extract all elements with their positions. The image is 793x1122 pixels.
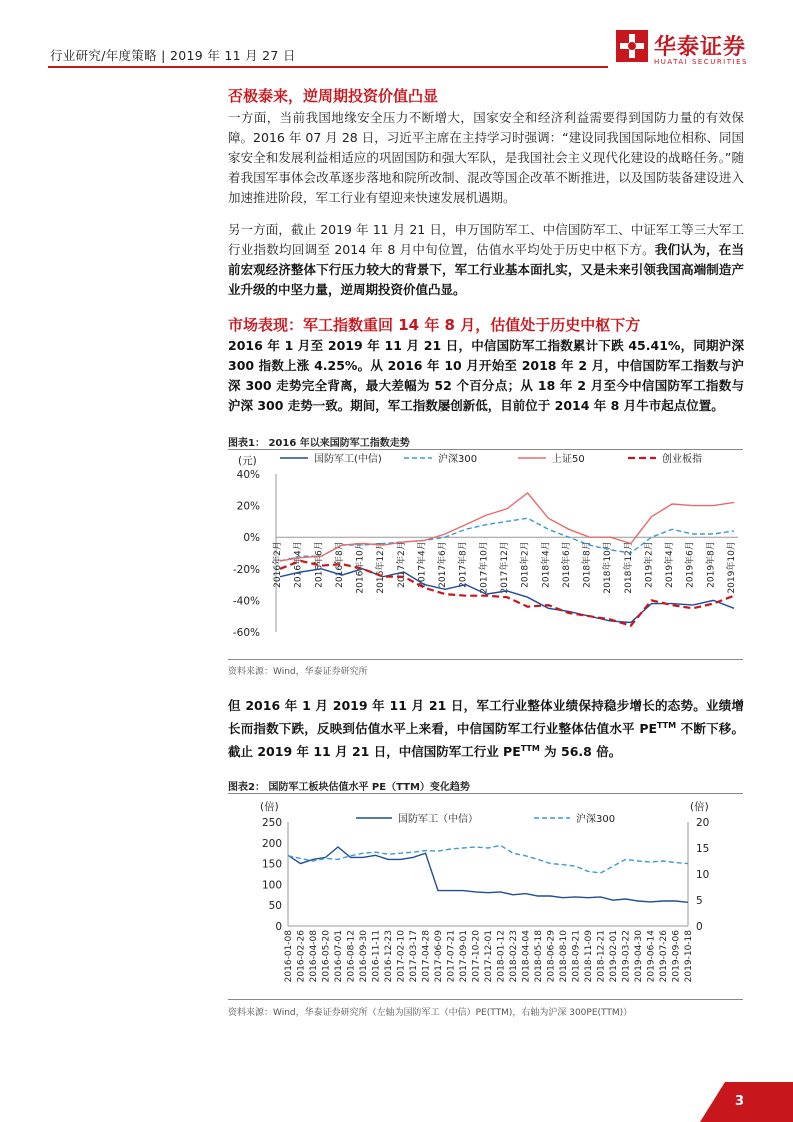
chart2-x-tick: 2017-03-17 [409, 930, 419, 983]
chart1-legend-label: 沪深300 [438, 454, 478, 465]
footer-page-badge [700, 1082, 793, 1122]
section-title-1: 否极泰来，逆周期投资价值凸显 [228, 87, 439, 105]
chart2-x-tick: 2017-10-20 [471, 930, 482, 983]
chart2-series-line [288, 845, 688, 873]
figure1-source: 资料来源：Wind，华泰证券研究所 [228, 667, 368, 677]
chart1-legend-label: 创业板指 [662, 454, 702, 465]
paragraph-valuation-view [228, 220, 744, 300]
chart1-x-tick: 2019年8月 [706, 541, 717, 588]
chart1-x-tick: 2018年12月 [623, 541, 634, 594]
chart2-x-tick: 2019-02-01 [609, 930, 619, 983]
chart2-x-tick: 2016-05-20 [321, 930, 332, 983]
chart1-x-tick: 2018年2月 [520, 541, 531, 588]
pe-text-part2: 不断下移。截止 2019 年 11 月 21 日，中信国防军工行业 PE [228, 721, 744, 760]
chart2-left-tick: 250 [261, 817, 282, 829]
figure1-title: 图表1： 2016 年以来国防军工指数走势 [228, 438, 410, 449]
chart1-x-tick: 2017年10月 [479, 541, 490, 594]
chart1-x-tick: 2019年2月 [644, 541, 655, 588]
pe-text-part1: 但 2016 年 1 月 2019 年 11 月 21 日，军工行业整体业绩保持稳步增长的态势。业绩增长而指数下跌，反映到估值水平上来看，中信国防军工行业整体估值水平 PE [228, 698, 744, 737]
figure2-chart [228, 796, 743, 996]
page-number: 3 [735, 1094, 745, 1109]
chart1-legend-label: 上证50 [552, 454, 585, 465]
chart2-x-tick: 2017-04-28 [421, 930, 432, 983]
chart1-x-tick: 2016年12月 [376, 541, 387, 594]
chart2-x-tick: 2016-02-26 [296, 930, 307, 983]
pe-sup-2: TTM [520, 744, 540, 754]
chart2-legend-label: 沪深300 [576, 814, 616, 825]
chart2-x-tick: 2019-06-14 [646, 930, 657, 983]
logo-chinese-name: 华泰证券 [654, 35, 747, 60]
section-title-2: 市场表现：军工指数重回 14 年 8 月，估值处于历史中枢下方 [228, 316, 641, 334]
chart1-x-tick: 2017年12月 [500, 541, 510, 594]
chart2-x-tick: 2019-04-30 [634, 930, 644, 983]
figure2-source: 资料来源：Wind，华泰证券研究所（左轴为国防军工（中信）PE(TTM)，右轴为沪深 300PE(TTM)） [228, 1008, 633, 1018]
figure2-title: 图表2： 国防军工板块估值水平 PE（TTM）变化趋势 [228, 782, 470, 793]
chart2-x-tick: 2019-07-26 [659, 930, 669, 983]
pe-text-part3: 为 56.8 倍。 [539, 744, 622, 760]
chart2-x-tick: 2018-04-04 [521, 930, 532, 983]
chart2-x-tick: 2016-08-12 [346, 930, 357, 983]
chart2-legend-label: 国防军工（中信） [398, 814, 478, 825]
chart1-x-tick: 2018年4月 [541, 541, 552, 588]
chart1-y-tick: -20% [232, 563, 260, 576]
chart1-y-tick: 40% [236, 469, 260, 481]
paragraph-bold-conclusion: 我们认为，在当前宏观经济整体下行压力较大的背景下，军工行业基本面扎实，又是未来引领我国高端制造产业升级的中坚力量，逆周期投资价值凸显。 [228, 242, 744, 297]
chart2-right-tick: 5 [696, 895, 703, 907]
chart2-x-tick: 2019-10-18 [684, 930, 694, 983]
chart2-series-line [288, 847, 688, 902]
chart1-x-tick: 2016年10月 [355, 541, 366, 594]
chart1-y-tick: -60% [232, 627, 260, 639]
chart1-legend-label: 国防军工(中信) [314, 454, 382, 465]
figure1-chart [228, 452, 743, 657]
chart2-x-tick: 2018-06-29 [546, 930, 557, 983]
chart2-left-unit: (倍) [260, 801, 279, 813]
chart1-x-tick: 2017年6月 [438, 541, 449, 588]
chart1-x-tick: 2016年2月 [273, 541, 283, 588]
chart2-x-tick: 2017-02-10 [396, 930, 407, 983]
chart2-left-tick: 0 [275, 921, 282, 933]
figure1-top-rule [228, 449, 743, 450]
chart2-left-tick: 100 [261, 879, 282, 892]
chart2-x-tick: 2018-08-10 [559, 930, 569, 983]
chart1-x-tick: 2016年4月 [293, 541, 304, 588]
paragraph-market-performance: 2016 年 1 月至 2019 年 11 月 21 日，中信国防军工指数累计下跌 45.41%，同期沪深 300 指数上涨 4.25%。从 2016 年 10 月开始至 2018 年 2 月，中信国防军工指数与沪深 300 走势完全背离，最大差幅为 52 个百分点；从 18 年 2 月至今中信国防军工指数与沪深 300 走势一致。期间，军工指数屡创新低，目前位于 2014 年 8 月牛市起点位置。 [228, 338, 744, 413]
chart2-x-tick: 2019-09-06 [671, 930, 682, 983]
chart1-x-tick: 2018年6月 [561, 541, 572, 588]
chart2-x-tick: 2018-02-23 [509, 930, 519, 983]
chart2-right-unit: (倍) [690, 801, 709, 813]
chart1-y-tick: -40% [232, 595, 260, 608]
chart2-x-tick: 2018-01-12 [496, 930, 507, 983]
figure2-top-rule [228, 793, 743, 794]
chart1-x-tick: 2019年4月 [665, 541, 676, 588]
chart1-x-tick: 2016年8月 [334, 541, 345, 588]
chart1-x-tick: 2017年8月 [458, 541, 469, 588]
chart2-x-tick: 2016-04-08 [309, 930, 319, 983]
chart2-left-tick: 200 [261, 837, 282, 850]
chart1-x-tick: 2019年6月 [685, 541, 696, 588]
chart2-x-tick: 2017-07-21 [446, 930, 457, 983]
chart2-x-tick: 2016-12-23 [384, 930, 394, 983]
chart1-x-tick: 2017年2月 [396, 541, 407, 588]
chart2-x-tick: 2018-09-21 [571, 930, 582, 983]
chart2-x-tick: 2018-05-18 [534, 930, 544, 983]
paragraph-normal-text: 另一方面，截止 2019 年 11 月 21 日，申万国防军工、中信国防军工、中证军工等三大军工行业指数均回调至 2014 年 8 月中旬位置，估值水平均处于历史中枢下方。 [228, 222, 744, 257]
chart1-x-tick: 2017年4月 [417, 541, 428, 588]
chart1-unit-label: (元) [238, 455, 257, 467]
header-rule [48, 66, 608, 68]
chart1-y-tick: 20% [236, 500, 260, 513]
chart1-x-tick: 2018年10月 [603, 541, 614, 594]
chart2-x-tick: 2017-09-01 [459, 930, 469, 983]
chart2-x-tick: 2016-01-08 [284, 930, 294, 983]
paragraph-pe-valuation [228, 696, 744, 762]
chart2-x-tick: 2016-07-01 [334, 930, 344, 983]
chart2-right-tick: 20 [696, 817, 710, 829]
chart2-right-tick: 10 [696, 869, 710, 881]
chart2-right-tick: 0 [696, 921, 703, 933]
chart2-x-tick: 2018-11-09 [584, 930, 594, 983]
chart2-x-tick: 2016-09-30 [359, 930, 369, 983]
chart2-x-tick: 2017-06-09 [434, 930, 444, 983]
chart2-x-tick: 2019-03-22 [621, 930, 632, 983]
figure2-bottom-rule [228, 999, 743, 1000]
chart2-x-tick: 2017-12-01 [484, 930, 494, 983]
huatai-logo-icon [616, 30, 648, 62]
pe-sup-1: TTM [657, 721, 677, 730]
chart1-y-tick: 0% [243, 532, 260, 545]
chart1-x-tick: 2018年8月 [582, 541, 593, 588]
paragraph-geopolitics: 一方面，当前我国地缘安全压力不断增大，国家安全和经济利益需要得到国防力量的有效保障。2016 年 07 月 28 日，习近平主席在主持学习时强调：“建设同我国国际地位相称、同国家安全和发展利益相适应的巩固国防和强大军队，是我国社会主义现代化建设的战略任务。”随着我国军事体会改革逐步落地和院所改制、混改等国企改革不断推进，以及国防装备建设进入加速推进阶段，军工行业有望迎来快速发展机遇期。 [228, 110, 744, 205]
chart2-left-tick: 50 [268, 900, 282, 913]
chart2-left-tick: 150 [261, 858, 282, 871]
chart1-x-tick: 2019年10月 [727, 541, 737, 594]
figure1-bottom-rule [228, 659, 743, 660]
chart2-right-tick: 15 [696, 843, 710, 855]
report-header-text: 行业研究/年度策略 | 2019 年 11 月 27 日 [50, 48, 296, 63]
chart2-x-tick: 2018-12-21 [596, 930, 607, 983]
logo-english-name: HUATAI SECURITIES [654, 58, 748, 66]
chart2-x-tick: 2016-11-11 [371, 930, 382, 983]
chart1-x-tick: 2016年6月 [314, 541, 325, 588]
